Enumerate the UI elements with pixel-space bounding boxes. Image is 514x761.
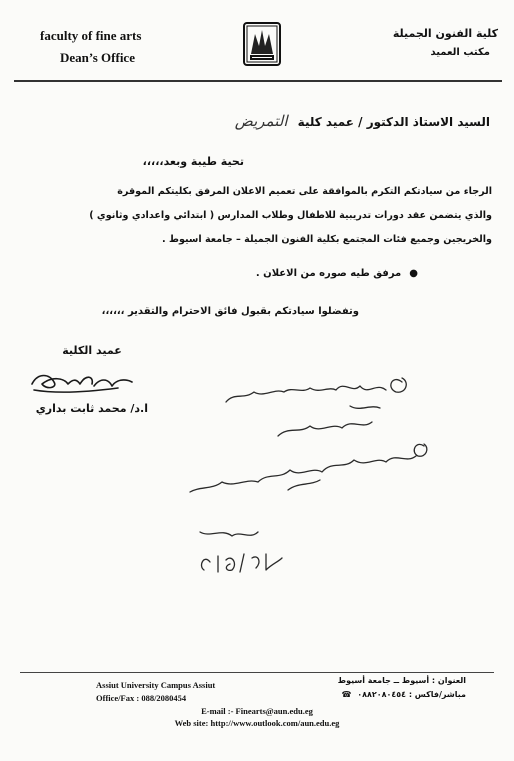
footer-website[interactable]: Web site: http://www.outlook.com/aun.edu.eg — [174, 718, 340, 728]
faculty-name-ar: كلية الفنون الجميلة — [392, 27, 498, 40]
signer-title: عميد الكلية — [62, 344, 122, 357]
body-line-3: والخريجين وجميع فئات المجتمع بكلية الفنون الجميلة – جامعة اسيوط . — [162, 234, 492, 245]
faculty-logo — [243, 22, 281, 66]
footer-phone-ar-text: مباشر/فاكس : ٠٨٨٢٠٨٠٤٥٤ — [357, 690, 466, 699]
footer-phone-en: Office/Fax : 088/2080454 — [96, 693, 187, 703]
addressee-text: السيد الاستاذ الدكتور / عميد كلية — [297, 115, 490, 129]
body-line-1: الرجاء من سيادتكم التكرم بالموافقة على تعميم الاعلان المرفق بكليتكم الموقرة — [117, 186, 492, 197]
body-line-2: والذي يتضمن عقد دورات تدريبية للاطفال وطلاب المدارس ( ابتدائي واعدادي وثانوي ) — [89, 210, 492, 221]
attachment-note — [256, 268, 418, 279]
footer-email[interactable]: E-mail :- Finearts@aun.edu.eg — [201, 706, 313, 716]
office-name-ar: مكتب العميد — [430, 47, 490, 58]
signer-name: ا.د/ محمد ثابت بداري — [35, 402, 148, 415]
attachment-text: مرفق طيه صوره من الاعلان . — [255, 268, 402, 279]
closing-text: وتفضلوا سيادتكم بقبول فائق الاحترام والتقدير ،،،،،، — [101, 306, 359, 317]
dean-signature — [28, 366, 138, 398]
faculty-name-en: faculty of fine arts — [40, 28, 142, 43]
handwritten-annotation — [140, 360, 470, 620]
footer-divider — [20, 672, 494, 673]
footer-address-ar: العنوان : أسيوط ــ جامعة أسيوط — [337, 676, 466, 685]
phone-icon: ☎ — [341, 690, 352, 699]
footer-phone-ar — [341, 690, 466, 699]
header-divider — [14, 80, 502, 82]
bullet-icon: ● — [409, 268, 418, 279]
addressee-handwritten: التمريض — [234, 112, 288, 130]
addressee-line — [235, 112, 490, 130]
footer-campus: Assiut University Campus Assiut — [96, 680, 216, 690]
office-name-en: Dean’s Office — [60, 50, 135, 65]
greeting: تحية طيبة وبعد،،،،، — [142, 155, 244, 168]
